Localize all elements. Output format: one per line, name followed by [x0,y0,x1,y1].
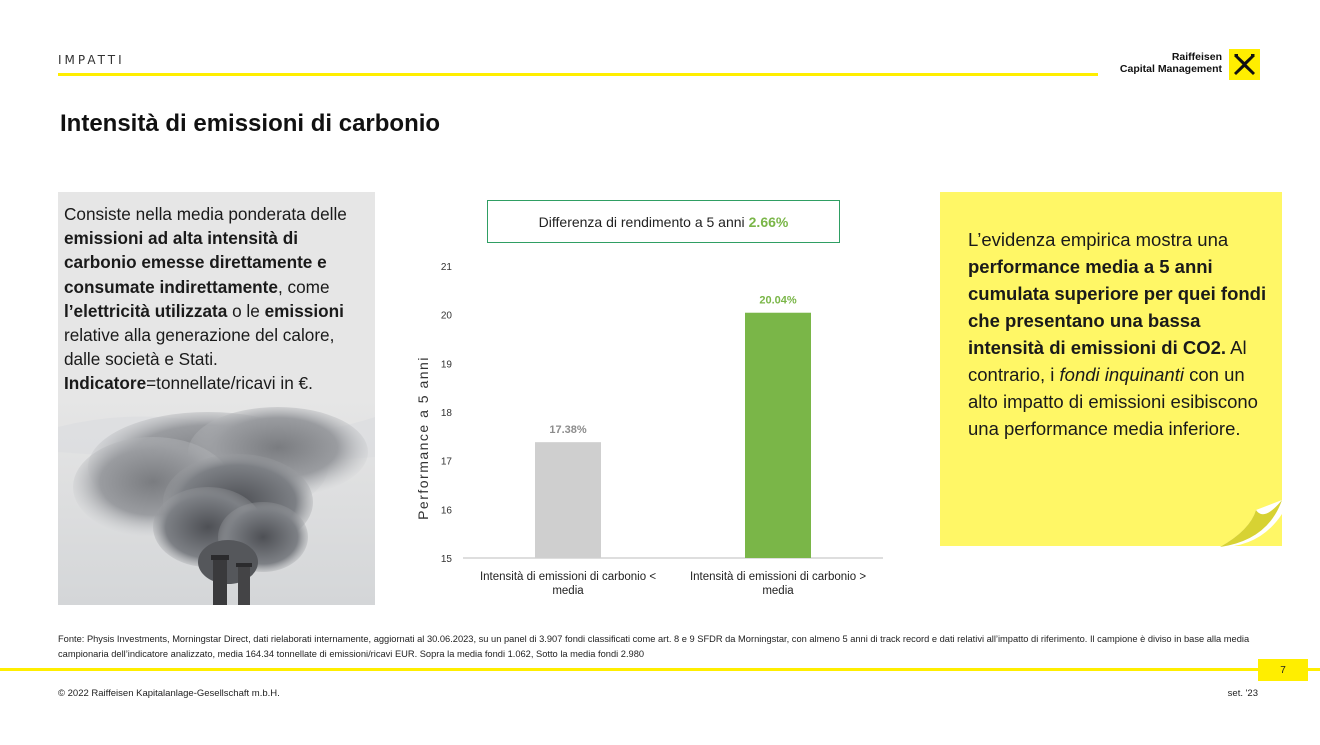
bar-1 [535,442,601,558]
section-label: IMPATTI [58,53,125,67]
definition-bold-3: emissioni [264,300,344,321]
insight-text [968,226,1268,442]
y-tick-label: 18 [440,408,452,419]
y-tick-label: 19 [440,359,452,371]
y-tick-label: 17 [440,456,452,468]
x-category-label-line: media [762,585,794,597]
definition-bold-2: l’elettricità utilizzata [64,300,228,321]
definition-panel [58,192,375,605]
bar-data-label: 17.38% [549,424,587,437]
header-divider [58,73,1098,76]
definition-text-3: o le [227,300,265,321]
source-footnote: Fonte: Physis Investments, Morningstar Direct, dati rielaborati internamente, aggiornati al 30.06.2023, su un panel di 3.907 fondi classificati come art. 8 e 9 SFDR da Morningstar, con almeno 5 anni di track record e dati relativi all’impatto di riferimento. Il campione è diviso in base alla media campionaria dell’indicatore analizzato, media 164.34 tonnellate di emissioni/ricavi EUR. Sopra la media fondi 1.062, Sotto la media fondi 2.980 [58,634,1250,659]
copyright-notice: © 2022 Raiffeisen Kapitalanlage-Gesellschaft m.b.H. [58,688,280,699]
y-axis-ticks [441,262,453,565]
logo-text [1120,51,1222,75]
bar-data-label: 20.04% [759,294,797,307]
definition-text [64,202,369,396]
x-axis-labels [480,571,866,597]
definition-text-1: Consiste nella media ponderata delle [64,204,347,224]
x-category-label [690,571,866,597]
page-number: 7 [1258,659,1308,681]
y-tick-label: 15 [440,554,452,565]
logo-line-2: Capital Management [1119,63,1222,75]
definition-text-5: =tonnellate/ricavi in €. [146,373,313,394]
bars-group [535,295,811,558]
company-logo [1108,49,1260,81]
y-axis-label: Performance a 5 anni [415,356,431,520]
smokestack-photo [58,397,375,605]
banner-label: Differenza di rendimento a 5 anni [538,213,745,230]
insight-text-2: Al contrario, i [968,337,1247,385]
definition-bold-1: emissioni ad alta intensità di carbonio emesse direttamente e consumate indirettamente [64,228,327,297]
insight-text-1: L’evidenza empirica mostra una [968,229,1229,250]
insight-bold-1: performance media a 5 anni cumulata superiore per quei fondi che presentano una bassa intensità di emissioni di CO2. [968,256,1267,358]
x-category-label [480,571,656,597]
x-category-label-line: media [552,585,584,597]
raiffeisen-cross-icon [1229,49,1260,80]
banner-value: 2.66% [748,213,789,230]
logo-line-1: Raiffeisen [1171,51,1222,63]
y-tick-label: 21 [440,262,452,273]
x-category-label-line: Intensità di emissioni di carbonio < [479,571,657,583]
y-tick-label: 16 [440,505,452,517]
bar-2 [745,313,811,558]
page-title: Intensità di emissioni di carbonio [60,110,441,137]
definition-text-4: relative alla generazione del calore, dalle società e Stati. [64,325,335,370]
y-tick-label: 20 [440,310,452,322]
footer-divider [0,668,1320,671]
note-page-curl [1220,500,1282,547]
definition-bold-4: Indicatore [64,373,147,394]
insight-italic-1: fondi inquinanti [1059,364,1184,385]
performance-bar-chart [395,188,905,608]
insight-text-3: con un alto impatto di emissioni esibiscono una performance media inferiore. [968,364,1258,439]
footer-date: set. '23 [1227,688,1258,699]
insight-note [940,192,1282,546]
x-category-label-line: Intensità di emissioni di carbonio > [689,571,867,583]
definition-text-2: , come [277,276,330,297]
